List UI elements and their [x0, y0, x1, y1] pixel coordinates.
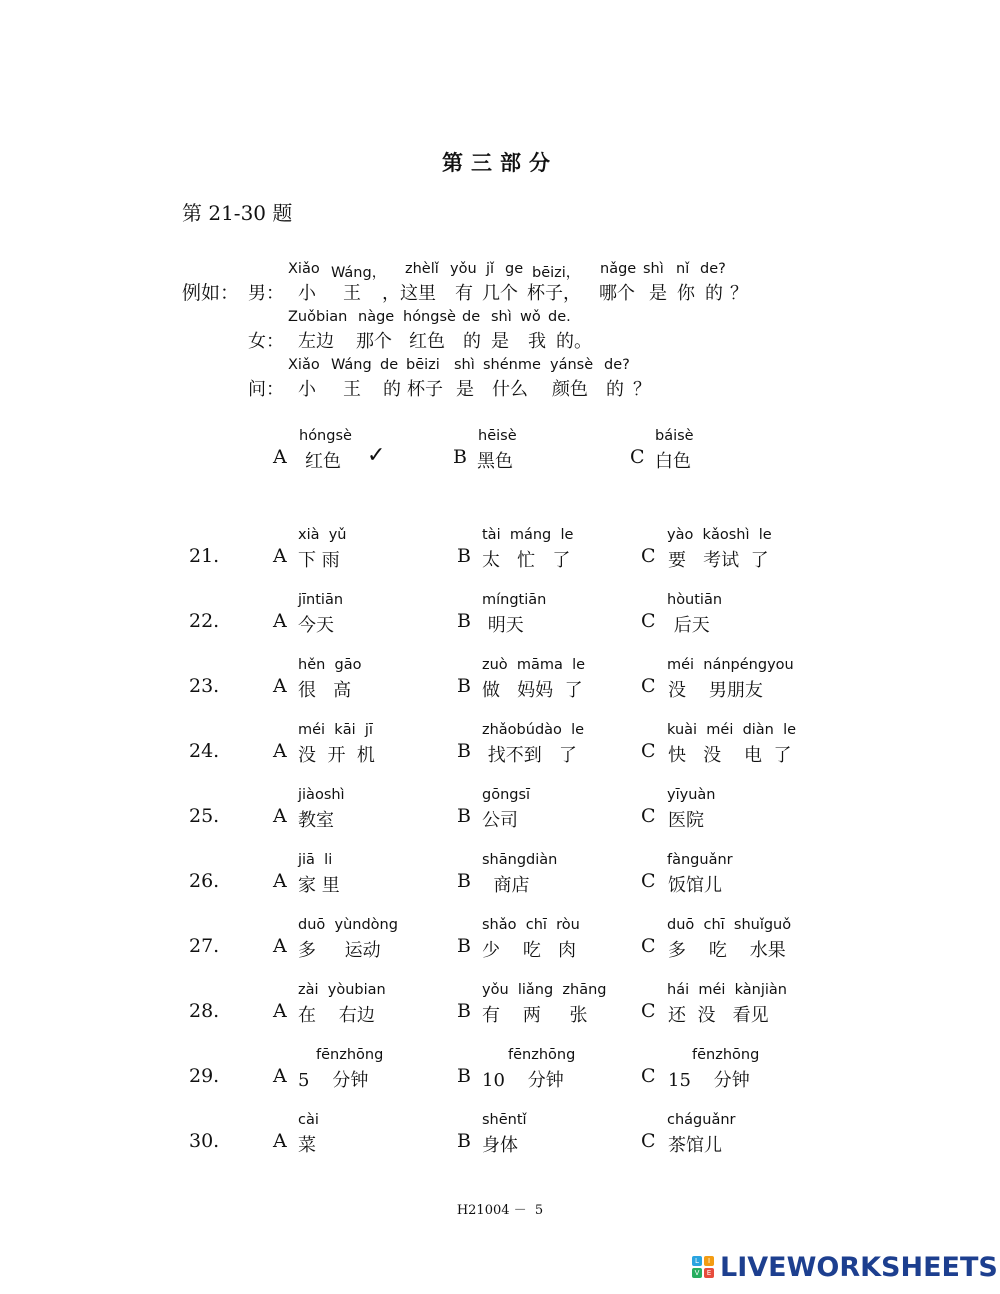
option-text: 医院: [668, 810, 704, 831]
question-number: 22.: [189, 610, 220, 632]
option-letter: C: [641, 740, 656, 762]
option-pinyin: yǒu liǎng zhāng: [482, 982, 607, 998]
option-letter: A: [273, 675, 287, 697]
pinyin-word: Zuǒbian: [288, 309, 348, 325]
option-text: 后天: [668, 615, 710, 636]
option-letter: B: [457, 675, 471, 697]
option-letter: C: [641, 1065, 656, 1087]
option-letter: B: [457, 870, 471, 892]
question-number: 28.: [189, 1000, 220, 1022]
checkmark-icon: ✓: [367, 443, 386, 468]
option-letter: B: [457, 545, 471, 567]
option-pinyin: míngtiān: [482, 592, 547, 608]
option-pinyin: zuò māma le: [482, 657, 586, 673]
option-text: 商店: [482, 875, 530, 896]
option-pinyin: shāngdiàn: [482, 852, 558, 868]
logo-badge-icon: [692, 1256, 714, 1278]
option-text: 饭馆儿: [668, 875, 722, 896]
chinese-word: 什么: [492, 379, 528, 400]
pinyin-word: Xiǎo: [288, 357, 320, 373]
pinyin-word: Wáng，: [331, 265, 387, 281]
option-letter: C: [641, 545, 656, 567]
option-text: 在 右边: [298, 1005, 375, 1026]
chinese-word: 左边: [298, 331, 334, 352]
option-pinyin: kuài méi diàn le: [667, 722, 797, 738]
chinese-word: 小: [298, 379, 316, 400]
option-letter: C: [641, 870, 656, 892]
option-text: 身体: [482, 1135, 518, 1156]
pinyin-word: yánsè: [550, 357, 594, 373]
option-pinyin: gōngsī: [482, 787, 531, 803]
option-pinyin: hòutiān: [667, 592, 723, 608]
option-text: 公司: [482, 810, 518, 831]
pinyin-word: shì: [643, 261, 664, 277]
chinese-word: 王: [343, 379, 361, 400]
option-text: 没 男朋友: [668, 680, 763, 701]
option-letter: B: [457, 1000, 471, 1022]
option-letter: C: [641, 1000, 656, 1022]
option-letter: B: [453, 446, 467, 468]
option-pinyin: xià yǔ: [298, 527, 347, 543]
chinese-word: 的。: [556, 331, 592, 352]
option-pinyin: tài máng le: [482, 527, 574, 543]
option-letter: A: [273, 545, 287, 567]
pinyin-word: de: [380, 357, 399, 373]
chinese-word: 杯子，: [527, 283, 581, 304]
option-letter: C: [641, 675, 656, 697]
option-pinyin: méi kāi jī: [298, 722, 373, 738]
option-text: 要 考试 了: [668, 550, 769, 571]
question-number: 29.: [189, 1065, 220, 1087]
speaker-question: 问：: [248, 379, 284, 400]
option-letter: A: [273, 1065, 287, 1087]
chinese-word: 的: [463, 331, 481, 352]
example-label: 例如：: [182, 282, 240, 304]
chinese-word: 颜色: [552, 379, 588, 400]
chinese-word: 王: [343, 283, 361, 304]
speaker-female: 女：: [248, 331, 284, 352]
chinese-word: 红色: [409, 331, 445, 352]
option-letter: B: [457, 805, 471, 827]
pinyin-word: de.: [548, 309, 571, 325]
option-text: 白色: [655, 451, 691, 472]
option-letter: B: [457, 610, 471, 632]
chinese-word: 哪个: [599, 283, 635, 304]
option-pinyin: cháguǎnr: [667, 1112, 736, 1128]
option-text: 红色: [305, 451, 341, 472]
option-letter: A: [273, 935, 287, 957]
option-text: 茶馆儿: [668, 1135, 722, 1156]
option-pinyin: báisè: [655, 428, 694, 444]
chinese-word: ，这里: [382, 283, 436, 304]
option-letter: C: [641, 805, 656, 827]
option-text: 今天: [298, 615, 334, 636]
option-letter: C: [641, 935, 656, 957]
pinyin-word: de?: [604, 357, 630, 373]
logo-badge-tile: E: [704, 1268, 714, 1278]
pinyin-word: yǒu: [450, 261, 477, 277]
pinyin-word: shénme: [483, 357, 541, 373]
pinyin-word: bēizi，: [532, 265, 581, 281]
option-pinyin: zhǎobúdào le: [482, 722, 585, 738]
option-text: 多 运动: [298, 940, 381, 961]
pinyin-word: jǐ: [486, 261, 495, 277]
option-text: 没 开 机: [298, 745, 375, 766]
question-number: 21.: [189, 545, 220, 567]
chinese-word: 我: [528, 331, 546, 352]
option-pinyin: fēnzhōng: [316, 1047, 384, 1063]
option-text: 下 雨: [298, 550, 340, 571]
option-pinyin: hěn gāo: [298, 657, 362, 673]
chinese-word: 是: [456, 379, 474, 400]
chinese-word: ？: [633, 379, 651, 400]
option-pinyin: hēisè: [478, 428, 517, 444]
option-letter: C: [641, 1130, 656, 1152]
option-text: 黑色: [477, 451, 513, 472]
question-number: 24.: [189, 740, 220, 762]
option-text: 家 里: [298, 875, 340, 896]
option-letter: C: [641, 610, 656, 632]
option-text: 菜: [298, 1135, 316, 1156]
pinyin-word: shì: [491, 309, 512, 325]
option-letter: B: [457, 1130, 471, 1152]
option-pinyin: yīyuàn: [667, 787, 716, 803]
option-text: 太 忙 了: [482, 550, 571, 571]
option-letter: A: [273, 446, 287, 468]
pinyin-word: nǎge: [600, 261, 637, 277]
option-pinyin: fēnzhōng: [508, 1047, 576, 1063]
option-pinyin: jiàoshì: [298, 787, 345, 803]
option-text: 10 分钟: [482, 1070, 564, 1091]
chinese-word: 有: [455, 283, 473, 304]
pinyin-word: nǐ: [676, 261, 690, 277]
logo-badge-tile: V: [692, 1268, 702, 1278]
chinese-word: 的: [705, 283, 723, 304]
pinyin-word: hóngsè: [403, 309, 456, 325]
pinyin-word: wǒ: [520, 309, 541, 325]
option-pinyin: jīntiān: [298, 592, 344, 608]
option-text: 做 妈妈 了: [482, 680, 583, 701]
chinese-word: 几个: [482, 283, 518, 304]
option-pinyin: duō yùndòng: [298, 917, 398, 933]
chinese-word: 的: [383, 379, 401, 400]
option-pinyin: jiā li: [298, 852, 333, 868]
page-footer: H21004 － 5: [456, 1203, 544, 1218]
option-text: 快 没 电 了: [668, 745, 792, 766]
chinese-word: 是: [491, 331, 509, 352]
chinese-word: 那个: [356, 331, 392, 352]
pinyin-word: Xiǎo: [288, 261, 320, 277]
speaker-male: 男：: [248, 283, 284, 304]
pinyin-word: bēizi: [406, 357, 440, 373]
pinyin-word: ge: [505, 261, 524, 277]
pinyin-word: Wáng: [331, 357, 372, 373]
chinese-word: 小: [298, 283, 316, 304]
logo-badge-tile: L: [692, 1256, 702, 1266]
option-letter: B: [457, 1065, 471, 1087]
logo-text: LIVEWORKSHEETS: [720, 1251, 998, 1283]
chinese-word: 是: [649, 283, 667, 304]
liveworksheets-logo: [692, 1251, 998, 1283]
pinyin-word: nàge: [358, 309, 395, 325]
option-text: 找不到 了: [482, 745, 577, 766]
option-text: 15 分钟: [668, 1070, 750, 1091]
option-pinyin: shǎo chī ròu: [482, 917, 580, 933]
option-letter: A: [273, 1130, 287, 1152]
option-letter: A: [273, 870, 287, 892]
option-pinyin: hóngsè: [299, 428, 352, 444]
option-letter: A: [273, 1000, 287, 1022]
option-pinyin: fànguǎnr: [667, 852, 733, 868]
chinese-word: 的: [606, 379, 624, 400]
option-pinyin: shēntǐ: [482, 1112, 527, 1128]
option-text: 5 分钟: [298, 1070, 369, 1091]
option-letter: C: [630, 446, 645, 468]
pinyin-word: shì: [454, 357, 475, 373]
option-pinyin: fēnzhōng: [692, 1047, 760, 1063]
logo-badge-tile: I: [704, 1256, 714, 1266]
option-letter: B: [457, 935, 471, 957]
option-text: 教室: [298, 810, 334, 831]
option-pinyin: duō chī shuǐguǒ: [667, 917, 792, 933]
option-pinyin: cài: [298, 1112, 319, 1128]
question-number: 26.: [189, 870, 220, 892]
pinyin-word: de: [462, 309, 481, 325]
option-letter: A: [273, 805, 287, 827]
option-text: 有 两 张: [482, 1005, 588, 1026]
option-text: 明天: [482, 615, 524, 636]
section-subtitle: 第 21-30 题: [182, 201, 293, 225]
option-pinyin: yào kǎoshì le: [667, 527, 772, 543]
question-number: 23.: [189, 675, 220, 697]
chinese-word: 你: [677, 283, 695, 304]
question-number: 27.: [189, 935, 220, 957]
pinyin-word: zhèlǐ: [405, 261, 439, 277]
option-letter: B: [457, 740, 471, 762]
option-letter: A: [273, 610, 287, 632]
page-title: 第三部分: [442, 150, 558, 175]
pinyin-word: de?: [700, 261, 726, 277]
question-number: 25.: [189, 805, 220, 827]
option-letter: A: [273, 740, 287, 762]
option-text: 少 吃 肉: [482, 940, 577, 961]
chinese-word: ？: [730, 283, 748, 304]
option-text: 多 吃 水果: [668, 940, 786, 961]
question-number: 30.: [189, 1130, 220, 1152]
option-pinyin: méi nánpéngyou: [667, 657, 794, 673]
option-pinyin: hái méi kànjiàn: [667, 982, 787, 998]
option-pinyin: zài yòubian: [298, 982, 386, 998]
option-text: 很 高: [298, 680, 352, 701]
chinese-word: 杯子: [407, 379, 443, 400]
option-text: 还 没 看见: [668, 1005, 769, 1026]
